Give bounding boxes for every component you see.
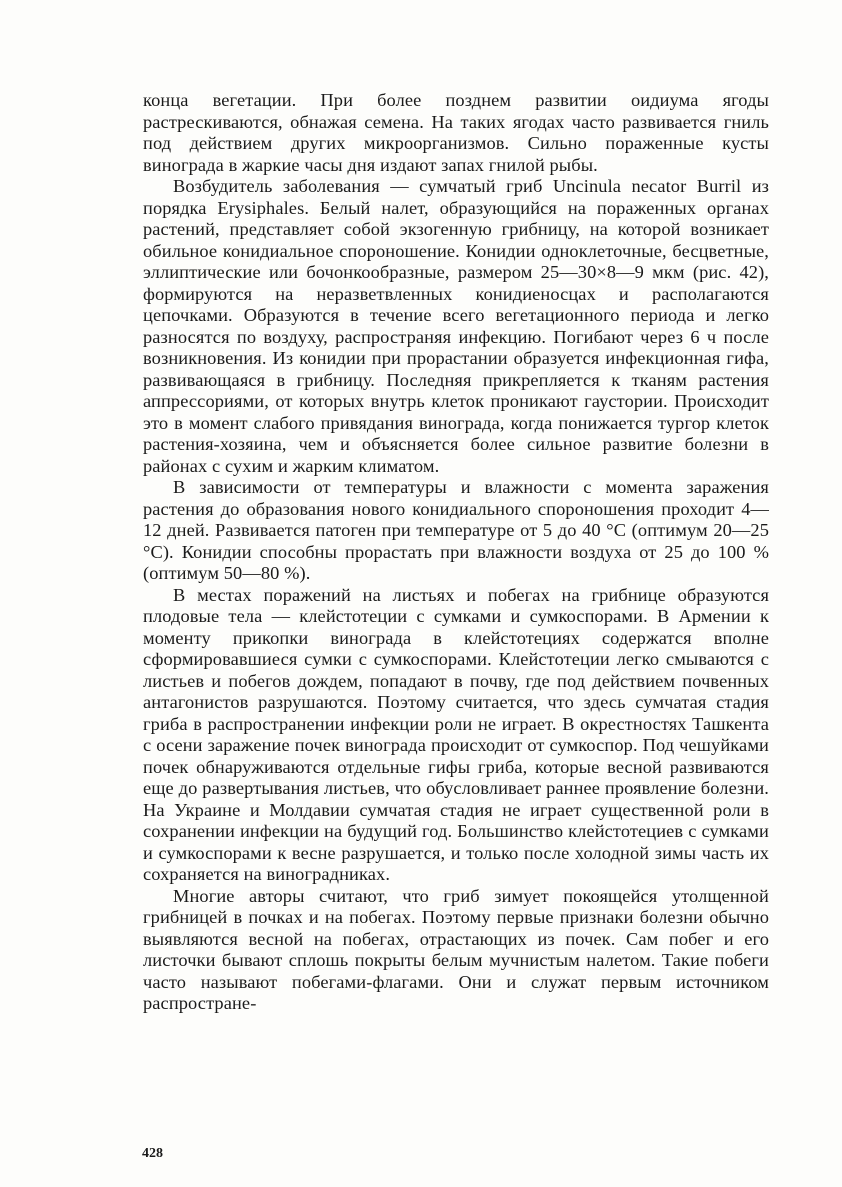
page-number: 428	[142, 1146, 163, 1161]
body-text	[143, 90, 769, 1015]
paragraph-3: В зависимости от температуры и влажности с момента заражения растения до образования нового конидиального спороношения проходит 4—12 дней. Развивается патоген при температуре от 5 до 40 °С (оптимум 20—25 °С). Конидии способны прорастать при влажности воздуха от 25 до 100 % (оптимум 50—80 %).	[143, 477, 769, 583]
paragraph-4: В местах поражений на листьях и побегах на грибнице образуются плодовые тела — клейстотеции с сумками и сумкоспорами. В Армении к моменту прикопки винограда в клейстотециях содержатся вполне сформировавшиеся сумки с сумкоспорами. Клейстотеции легко смываются с листьев и побегов дождем, попадают в почву, где под действием почвенных антагонистов разрушаются. Поэтому считается, что здесь сумчатая стадия гриба в распространении инфекции роли не играет. В окрестностях Ташкента с осени заражение почек винограда происходит от сумкоспор. Под чешуйками почек обнаруживаются отдельные гифы гриба, которые весной развиваются еще до развертывания листьев, что обусловливает раннее проявление болезни. На Украине и Молдавии сумчатая стадия не играет существенной роли в сохранении инфекции на будущий год. Большинство клейстотециев с сумками и сумкоспорами к весне разрушается, и только после холодной зимы часть их сохраняется на виноградниках.	[143, 584, 769, 884]
paragraph-2: Возбудитель заболевания — сумчатый гриб Uncinula necator Burril из порядка Erysiphales. Белый налет, образующийся на пораженных органах растений, представляет собой экзогенную грибницу, на которой возникает обильное конидиальное спороношение. Конидии одноклеточные, бесцветные, эллиптические или бочонкообразные, размером 25—30×8—9 мкм (рис. 42), формируются на неразветвленных конидиеносцах и располагаются цепочками. Образуются в течение всего вегетационного периода и легко разносятся по воздуху, распространяя инфекцию. Погибают через 6 ч после возникновения. Из конидии при прорастании образуется инфекционная гифа, развивающаяся в грибницу. Последняя прикрепляется к тканям растения аппрессориями, от которых внутрь клеток проникают гаустории. Происходит это в момент слабого привядания винограда, когда понижается тургор клеток растения-хозяина, чем и объясняется более сильное развитие болезни в районах с сухим и жарким климатом.	[143, 176, 769, 476]
paragraph-5: Многие авторы считают, что гриб зимует покоящейся утолщенной грибницей в почках и на побегах. Поэтому первые признаки болезни обычно выявляются весной на побегах, отрастающих из почек. Сам побег и его листочки бывают сплошь покрыты белым мучнистым налетом. Такие побеги часто называют побегами-флагами. Они и служат первым источником распростране-	[143, 885, 769, 1013]
paragraph-1: конца вегетации. При более позднем развитии оидиума ягоды растрескиваются, обнажая семена. На таких ягодах часто развивается гниль под действием других микроорганизмов. Сильно пораженные кусты винограда в жаркие часы дня издают запах гнилой рыбы.	[143, 90, 769, 175]
